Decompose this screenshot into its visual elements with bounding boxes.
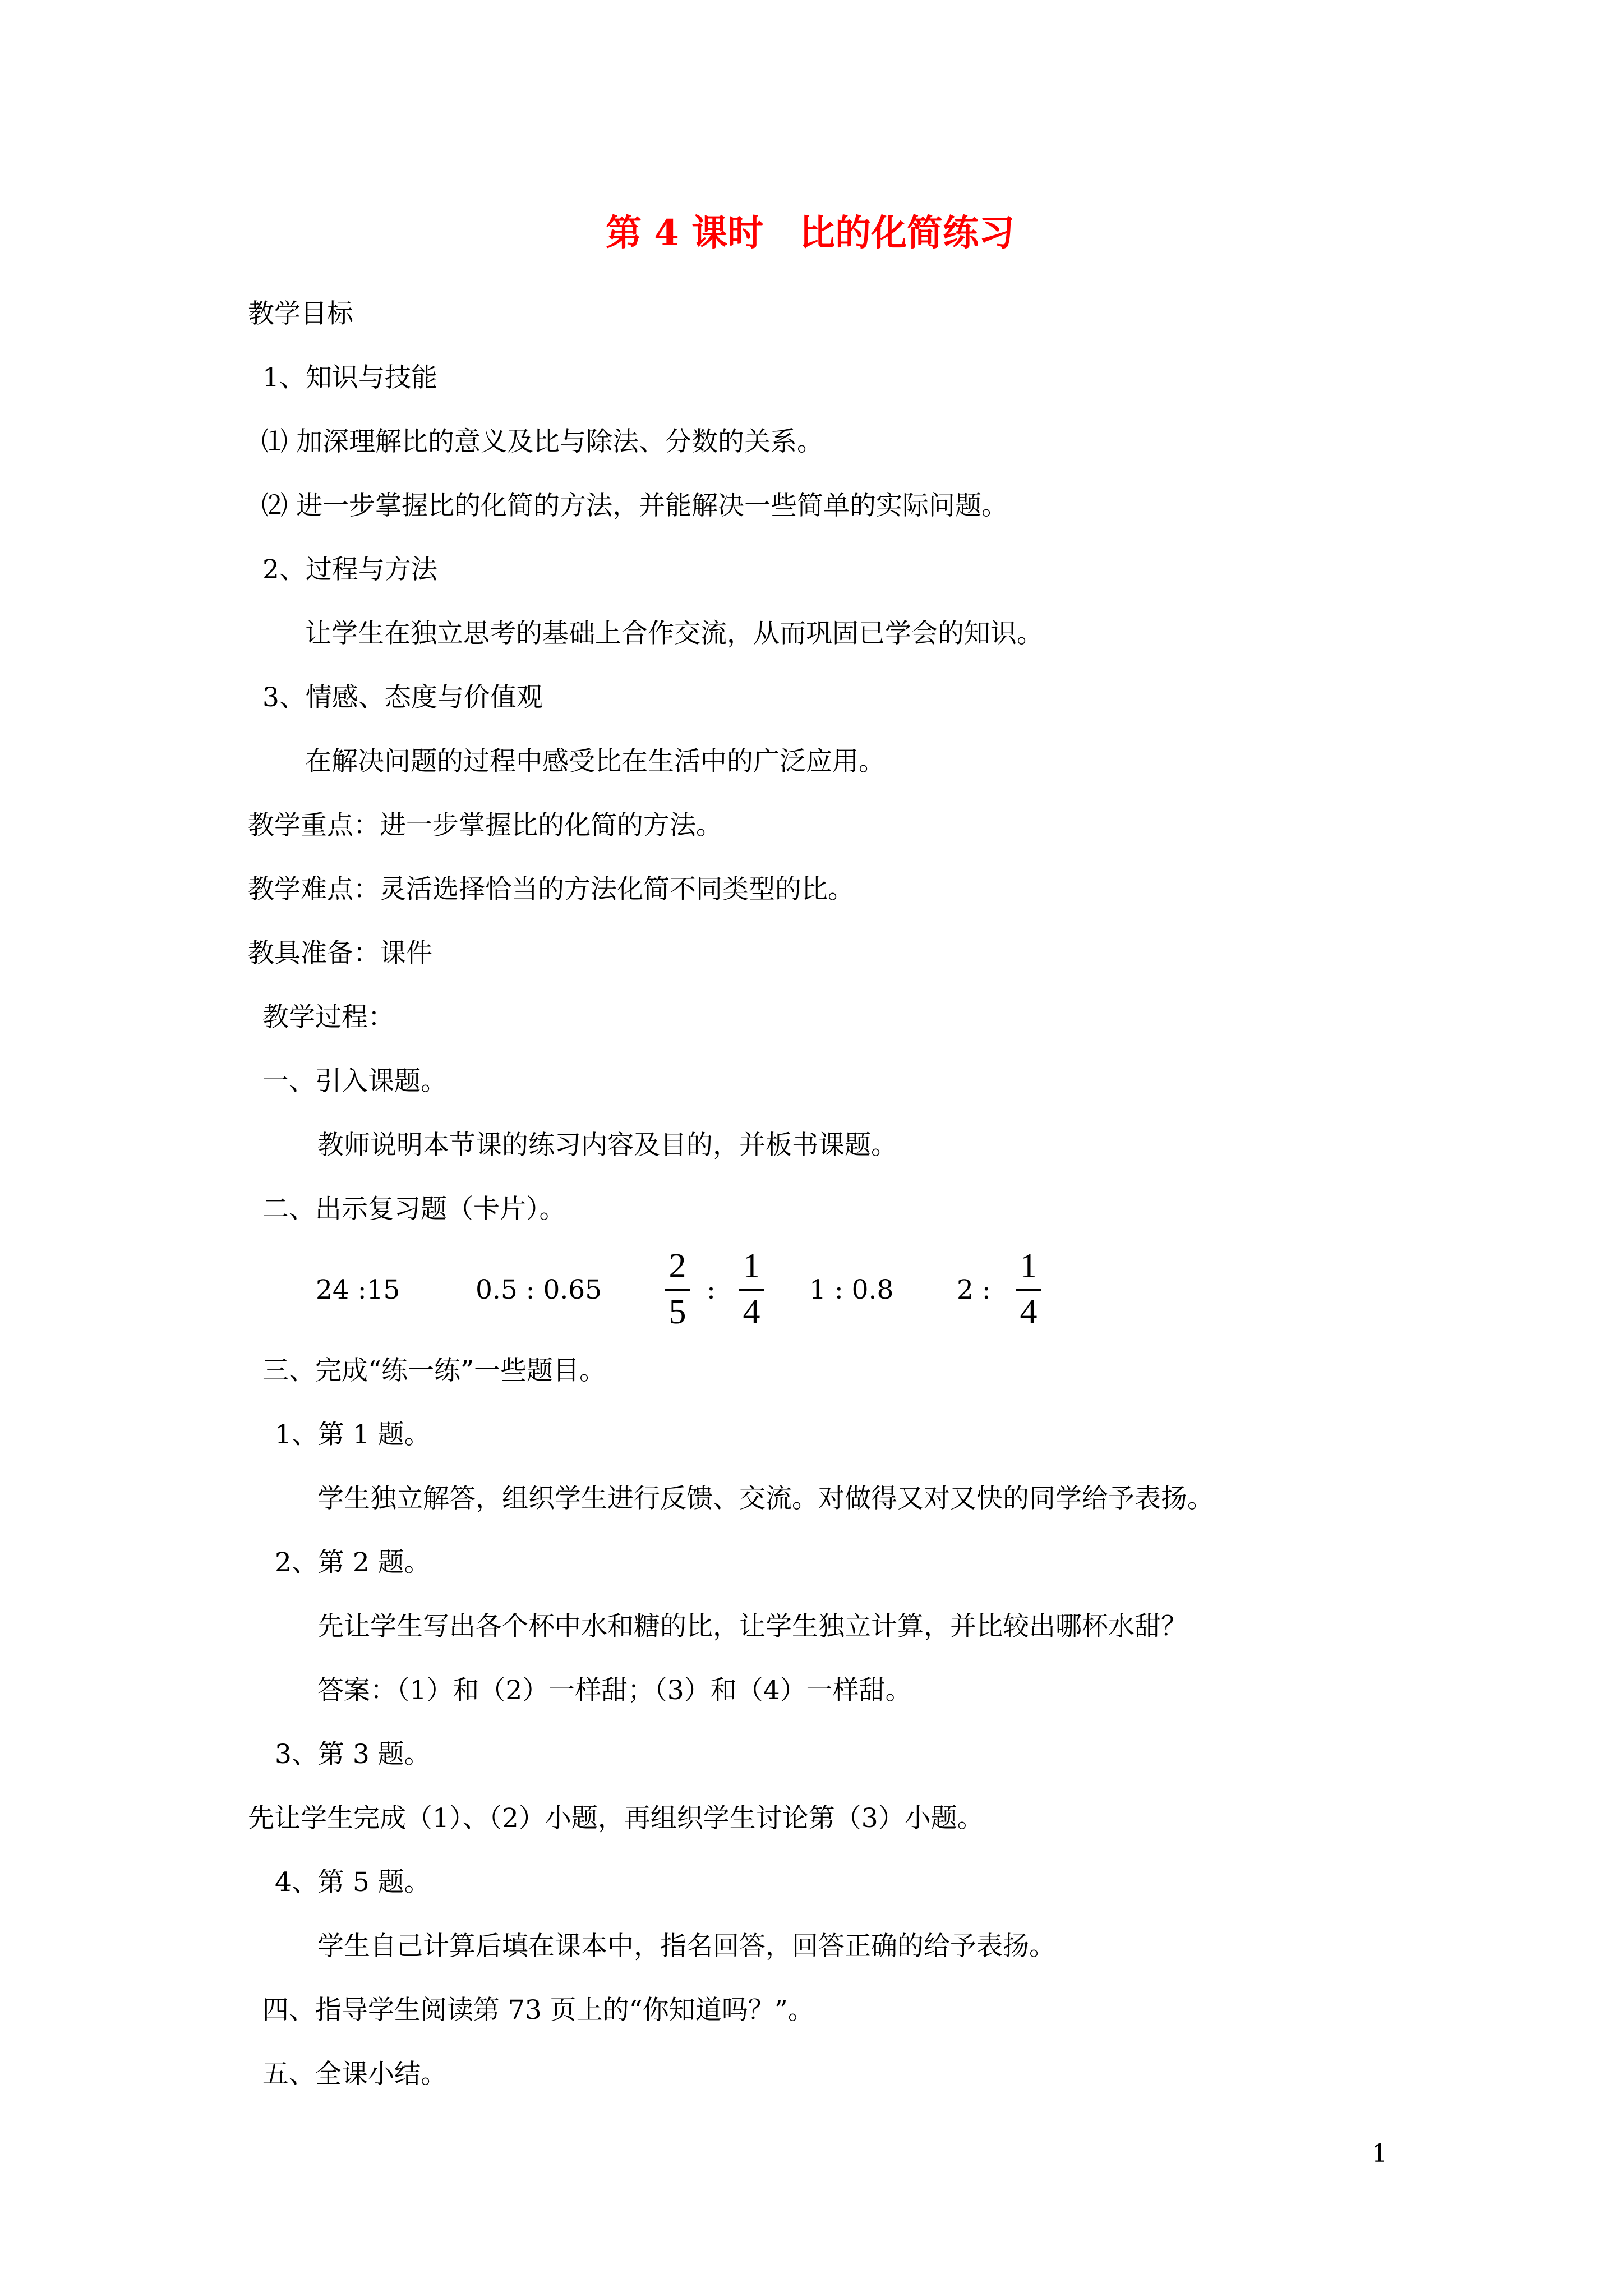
teaching-tools: 教具准备：课件 [248,938,432,969]
section-heading-process: 教学过程： [262,1002,394,1033]
goal-process-detail: 让学生在独立思考的基础上合作交流，从而巩固已学会的知识。 [305,618,1043,649]
goal-knowledge-skills: 1、知识与技能 [262,362,437,393]
teaching-key-point: 教学重点：进一步掌握比的化简的方法。 [248,810,722,841]
goal-process-method: 2、过程与方法 [262,554,437,585]
fraction-two-fifths: 2 5 [665,1248,690,1333]
exercise-5-detail: 学生自己计算后填在课本中，指名回答，回答正确的给予表扬。 [317,1931,1055,1962]
exercise-1-detail: 学生独立解答，组织学生进行反馈、交流。对做得又对又快的同学给予表扬。 [317,1483,1214,1514]
step-2-heading: 二、出示复习题（卡片）。 [262,1194,566,1225]
exercise-3-detail: 先让学生完成（1）、（2）小题，再组织学生讨论第（3）小题。 [248,1803,984,1834]
goal-item-1: ⑴ 加深理解比的意义及比与除法、分数的关系。 [261,426,823,457]
goal-emotion-detail: 在解决问题的过程中感受比在生活中的广泛应用。 [305,746,885,777]
exercise-2-answer: 答案：（1）和（2）一样甜；（3）和（4）一样甜。 [317,1675,912,1706]
teaching-difficulty: 教学难点：灵活选择恰当的方法化简不同类型的比。 [248,874,854,905]
goal-emotion-values: 3、情感、态度与价值观 [262,682,543,713]
goal-item-2: ⑵ 进一步掌握比的化简的方法，并能解决一些简单的实际问题。 [261,490,1008,521]
step-5-heading: 五、全课小结。 [262,2059,447,2090]
exercise-2-heading: 2、第 2 题。 [275,1547,431,1578]
exercise-3-heading: 3、第 3 题。 [275,1739,431,1770]
step-3-heading: 三、完成“练一练”一些题目。 [262,1355,606,1386]
step-1-detail: 教师说明本节课的练习内容及目的，并板书课题。 [317,1130,897,1161]
exercise-1-heading: 1、第 1 题。 [275,1419,431,1450]
page-number: 1 [1372,2139,1387,2168]
step-4-heading: 四、指导学生阅读第 73 页上的“你知道吗？”。 [262,1995,814,2026]
fraction-one-fourth-a: 1 4 [739,1248,764,1333]
section-heading-teaching-goals: 教学目标 [248,298,353,329]
step-1-heading: 一、引入课题。 [262,1066,447,1097]
fraction-one-fourth-b: 1 4 [1016,1248,1041,1333]
exercise-5-heading: 4、第 5 题。 [275,1867,431,1898]
exercise-2-detail: 先让学生写出各个杯中水和糖的比，让学生独立计算，并比较出哪杯水甜？ [317,1611,1187,1642]
lesson-title: 第 4 课时 比的化简练习 [606,212,1015,254]
